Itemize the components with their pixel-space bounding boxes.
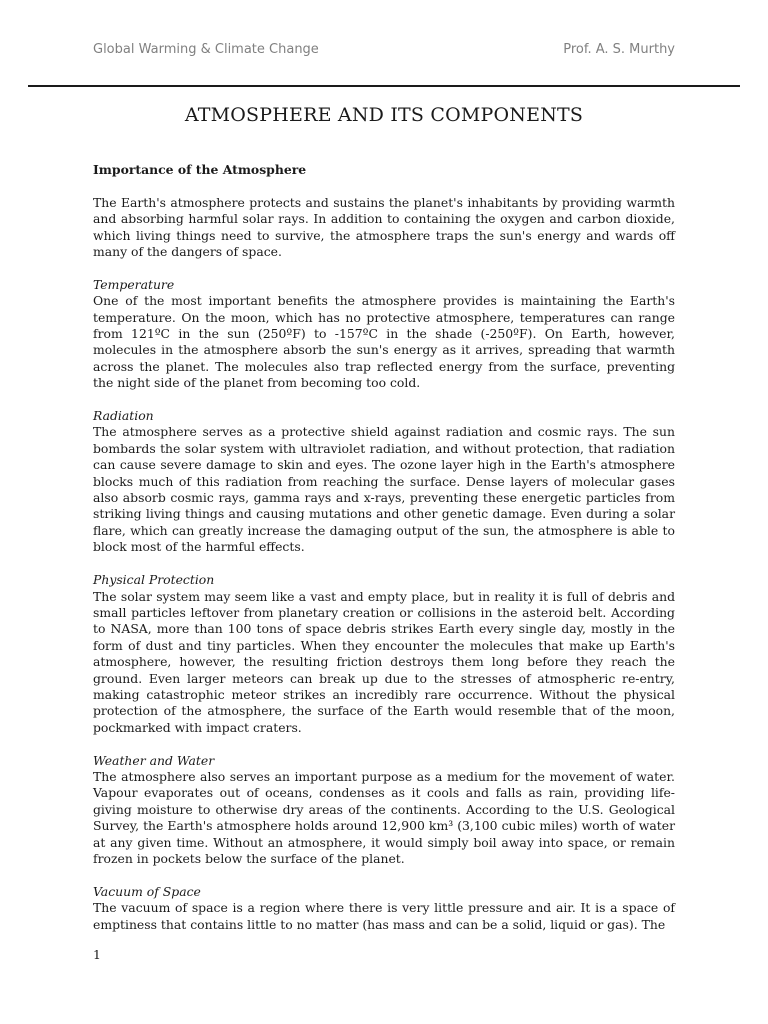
paragraph-physical-protection: The solar system may seem like a vast and empty place, but in reality it is full of debris and small particles leftover from planetary creation or collisions in the asteroid belt. According to NASA, more than 100 tons of space debris strikes Earth every single day, mostly in the form of dust and tiny particles. When they encounter the molecules that make up Earth's atmosphere, however, the resulting friction destroys them long before they reach the ground. Even larger meteors can break up due to the stresses of atmospheric re-entry, making catastrophic meteor strikes an incredibly rare occurrence. Without the physical protection of the atmosphere, the surface of the Earth would resemble that of the moon, pockmarked with impact craters. (93, 588, 675, 735)
section-radiation (93, 408, 675, 556)
section-title-radiation: Radiation (93, 408, 154, 424)
section-temperature (93, 277, 675, 392)
section-title-weather-water: Weather and Water (93, 752, 215, 768)
page-header (93, 42, 675, 57)
section-title-temperature: Temperature (93, 276, 175, 292)
paragraph-radiation: The atmosphere serves as a protective shield against radiation and cosmic rays. The sun bombards the solar system with ultraviolet radiation, and without protection, that radiation can cause severe damage to skin and eyes. The ozone layer high in the Earth's atmosphere blocks much of this radiation from reaching the surface. Dense layers of molecular gases also absorb cosmic rays, gamma rays and x-rays, preventing these energetic particles from striking living things and causing mutations and other genetic damage. Even during a solar flare, which can greatly increase the damaging output of the sun, the atmosphere is able to block most of the harmful effects. (93, 424, 675, 555)
section-title-physical-protection: Physical Protection (93, 572, 215, 588)
header-divider (28, 85, 740, 87)
section-physical-protection (93, 572, 675, 736)
paragraph-vacuum-space: The vacuum of space is a region where there is very little pressure and air. It is a space of emptiness that contains little to no matter (has mass and can be a solid, liquid or gas). The (93, 900, 675, 932)
header-course-title: Global Warming & Climate Change (93, 42, 319, 57)
paragraph-temperature: One of the most important benefits the atmosphere provides is maintaining the Earth's temperature. On the moon, which has no protective atmosphere, temperatures can range from 121ºC in the sun (250ºF) to -157ºC in the shade (-250ºF). On Earth, however, molecules in the atmosphere absorb the sun's energy as it arrives, spreading that warmth across the planet. The molecules also trap reflected energy from the surface, preventing the night side of the planet from becoming too cold. (93, 293, 675, 391)
paragraph-importance: The Earth's atmosphere protects and sustains the planet's inhabitants by providing warmth and absorbing harmful solar rays. In addition to containing the oxygen and carbon dioxide, which living things need to survive, the atmosphere traps the sun's energy and wards off many of the dangers of space. (93, 194, 675, 260)
paragraph-weather-water: The atmosphere also serves an important purpose as a medium for the movement of water. Vapour evaporates out of oceans, condenses as it cools and falls as rain, providing life-giving moisture to otherwise dry areas of the continents. According to the U.S. Geological Survey, the Earth's atmosphere holds around 12,900 km³ (3,100 cubic miles) worth of water at any given time. Without an atmosphere, it would simply boil away into space, or remain frozen in pockets below the surface of the planet. (93, 768, 675, 866)
section-vacuum-space (93, 884, 675, 933)
section-heading-importance: Importance of the Atmosphere (93, 162, 307, 177)
page-title: ATMOSPHERE AND ITS COMPONENTS (184, 104, 584, 126)
header-author: Prof. A. S. Murthy (563, 42, 675, 57)
section-title-vacuum-space: Vacuum of Space (93, 883, 201, 899)
document-body (93, 162, 675, 949)
page-number: 1 (93, 947, 101, 962)
section-weather-water (93, 753, 675, 868)
